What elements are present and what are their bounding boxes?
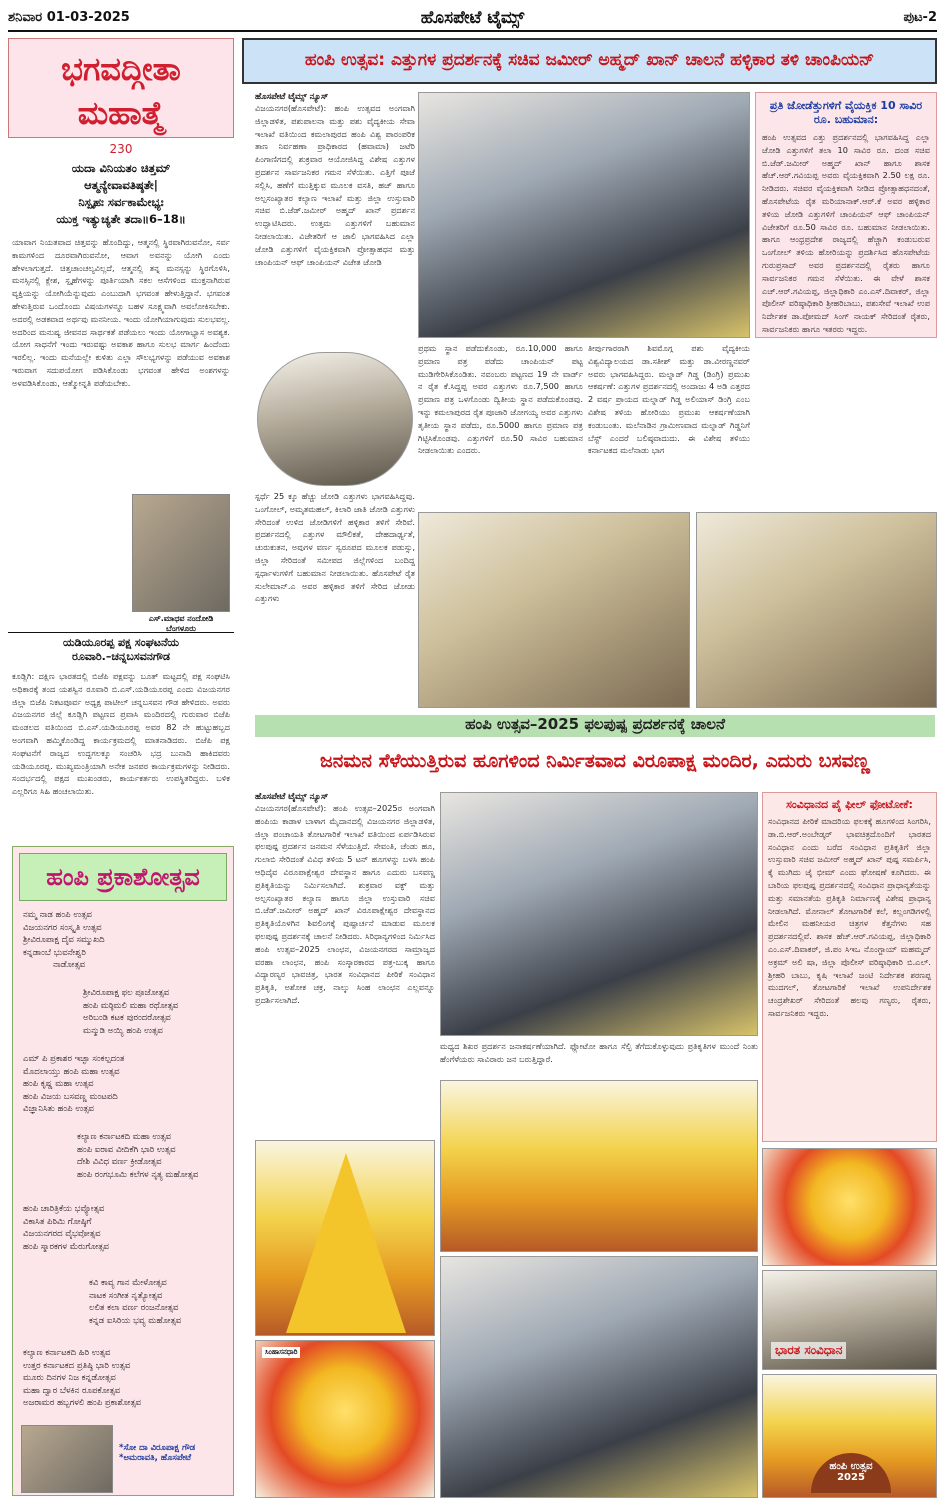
poem-line: ಹಂಪಿ ರಂಗಭೂಮಿ ಕಲೆಗಳ ನೃತ್ಯ ಮಹೋತ್ಸವ [77,1169,199,1180]
poem-line: ಮನ್ಮುಡಿ ಅಯ್ಯಿ ಹಂಪಿ ಉತ್ಸವ [83,1025,163,1036]
gita-title-1: ಭಗವದ್ಗೀತಾ [61,50,181,88]
story2-headline: ಜನಮನ ಸೆಳೆಯುತ್ತಿರುವ ಹೂಗಳಿಂದ ನಿರ್ಮಿತವಾದ ವಿರೂಪಾಕ್ಷ ಮಂದಿರ, ಎದುರು ಬಸವಣ್ಣ [320,750,870,772]
verse-line: ನಿಸ್ಪೃಹಃ ಸರ್ವಕಾಮೇಭ್ಯಃ [78,195,164,209]
verse-line: ಯದಾ ವಿನಿಯತಂ ಚಿತ್ತಮ್ [71,161,171,175]
story1-col1-text: ವಿಜಯನಗರ(ಹೊಸಪೇಟೆ): ಹಂಪಿ ಉತ್ಸವದ ಅಂಗವಾಗಿ ಜಿಲ್ಲಾಡಳಿತ, ಪಶುಪಾಲನಾ ಮತ್ತು ಪಶು ವೈದ್ಯಕೀಯ ಸೇವಾ ಇಲಾಖೆ ವತಿಯಿಂದ ಕಮಲಾಪುರದ ಹಂಪಿ ವಿಶ್ವ ಪಾರಂಪರಿಕ ತಾಣ ನಿರ್ವಹಣಾ ಪ್ರಾಧಿಕಾರದ (ಹವಾಮಾ) ಜಟೆರಿ ಪಿಂಗಾಣಿಗದಲ್ಲಿ ಶುಕ್ರವಾರ ಆಯೋಜಿಸಿದ್ದ ವಿಶೇಷ ಎತ್ತುಗಳ ಪ್ರದರ್ಶನ ಸಾರ್ವಜನಿಕರ ಗಮನ ಸೆಳೆಯಿತು. ಎತ್ತಿಗೆ ಪೂಜೆ ಸಲ್ಲಿಸಿ, ಹಣೆಗೆ ಮುತ್ತಿಕ್ಕುವ ಮೂಲಕ ವಸತಿ, ಹಜ್ ಹಾಗೂ ಅಲ್ಪಸಂಖ್ಯಾತರ ಕಲ್ಯಾಣ ಇಲಾಖೆ ಮತ್ತು ಜಿಲ್ಲಾ ಉಸ್ತುವಾರಿ ಸಚಿವ ಬಿ.ಜೆಡ್.ಜಮೀರ್ ಅಹ್ಮದ್ ಖಾನ್ ಪ್ರದರ್ಶನ ಉದ್ಘಾಟಿಸಿದರು. ಉತ್ತಮ ಎತ್ತುಗಳಿಗೆ ಬಹುಮಾನ ನೀಡಲಾಯಿತು. ವಿಜೇತರಿಗೆ ಆ ಜಾಲಿ ಭಾಗವಹಿಸಿದ ಎಲ್ಲಾ ಜೋಡಿ ಎತ್ತುಗಳಿಗೆ ವೈಯಕ್ತಿಕವಾಗಿ ಪ್ರೋತ್ಸಾಹಧನ ಮತ್ತು ಚಾಂಪಿಯನ್ ಆಫ್ ಚಾಂಪಿಯನ್ ವಿಜೇತ ಜೋಡಿ [255,103,415,267]
story2-col1-text: ವಿಜಯನಗರ(ಹೊಸಪೇಟೆ): ಹಂಪಿ ಉತ್ಸವ–2025ರ ಅಂಗವಾಗಿ ಹಂಪಿಯ ಕಾಡಾಳ ಬಾಳಾಗ ಮೈದಾನದಲ್ಲಿ ವಿಜಯನಗರ ಜಿಲ್ಲಾಡಳಿತ, ಜಿಲ್ಲಾ ಪಂಚಾಯತಿ ತೋಟಗಾರಿಕೆ ಇಲಾಖೆ ವತಿಯಿಂದ ಏರ್ಪಡಿಸಿರುವ ಫಲಪುಷ್ಪ ಪ್ರದರ್ಶನ ಜನಮನ ಸೆಳೆಯುತ್ತಿದೆ. ಸೇವಂತಿ, ಚೆಂಡು ಹೂ, ಗುಲಾಬಿ ಸೇರಿದಂತೆ ವಿವಿಧ ತಳಿಯ 5 ಟನ್ ಹೂಗಳನ್ನು ಬಳಸಿ ಹಂಪಿ ಆಧಿದೈವ ವಿರೂಪಾಕ್ಷೇಶ್ವರ ದೇವಸ್ಥಾನ ಹಾಗೂ ಎದುರು ಬಸವಣ್ಣ ಪ್ರತಿಕೃತಿಯನ್ನು ನಿರ್ಮಿಸಲಾಗಿದೆ. ಶುಕ್ರವಾರ ವಕ್ಫ್ ಮತ್ತು ಅಲ್ಪಸಂಖ್ಯಾತರ ಕಲ್ಯಾಣ ಹಾಗೂ ಜಿಲ್ಲಾ ಉಸ್ತುವಾರಿ ಸಚಿವ ಬಿ.ಜೆಡ್.ಜಮೀರ್ ಅಹ್ಮದ್ ಖಾನ್ ವಿರೂಪಾಕ್ಷೇಶ್ವರ ದೇವಸ್ಥಾನದ ಪ್ರತಿಕೃತಿಯೊಳಗಿನ ಶಿವಲಿಂಗಕ್ಕೆ ಪುಷ್ಪಾರ್ಚನೆ ಮಾಡುವ ಮೂಲಕ ಫಲಪುಷ್ಪ ಪ್ರದರ್ಶನಕ್ಕೆ ಚಾಲನೆ ನೀಡಿದರು. ಸಿರಿಧಾನ್ಯಗಳಿಂದ ನಿರ್ಮಿಸಿದ ಹಂಪಿ ಉತ್ಸವ–2025 ಲಾಂಛನ, ವಿಜಯನಗರದ ಸಾಮ್ರಾಜ್ಯದ ವರಹಾ ಲಾಂಛನ, ಹಂಪಿ ಸಂಸ್ಕಾರಕಾರದ ಪತ್ರ-ಬುಕ್ಕ ಹಾಗೂ ವಿದ್ಯಾರಣ್ಯರ ಭಾವಚಿತ್ರ, ಭಾರತ ಸಂವಿಧಾನದ ಪೀಠಿಕೆ ಸಂವಿಧಾನ ಪ್ರತಿಕೃತಿ, ಅಶೋಕ ಚಕ್ರ, ನಾಲ್ಕು ಸಿಂಹ ಲಾಂಛನ ಎಲ್ಲವನ್ನೂ ಪ್ರದರ್ಶಿಸಲಾಗಿದೆ. [255,803,435,1005]
poet-place: *ಅಮರಾವತಿ, ಹೊಸಪೇಟೆ [119,1453,192,1463]
poem-line: ಹಂಪಿ ಕೃಷ್ಣ ಮಹಾ ಉತ್ಸವ [23,1079,94,1089]
bjp-headline [8,632,234,664]
poem-stanza-6 [89,1277,229,1327]
poem-line: ಮಹಾ ದ್ವಾರ ಬೆಳಕಿನ ರೂಪಕೋತ್ಸವ [23,1385,121,1396]
flower-offering-photo [440,1256,758,1498]
poem-line: ಹಂಪಿ ಚಾರಿತ್ರಿಕೆಯ ಭವ್ಯೋತ್ಸವ [23,1204,105,1214]
story1-sidebox-text: ಹಂಪಿ ಉತ್ಸವದ ಎತ್ತು ಪ್ರದರ್ಶನದಲ್ಲಿ ಭಾಗವಹಿಸಿದ್ದ ಎಲ್ಲಾ ಜೋಡಿ ಎತ್ತುಗಳಿಗೆ ತಲಾ 10 ಸಾವಿರ ರೂ. ದಂಡ ಸಚಿವ ಬಿ.ಜೆಡ್.ಜಮೀರ್ ಅಹ್ಮದ್ ಖಾನ್ ಹಾಗೂ ಶಾಸಕ ಹೆಚ್.ಆರ್.ಗವಿಯಪ್ಪ ಅವರು ವೈಯಕ್ತಿಕವಾಗಿ 2.50 ಲಕ್ಷ ರೂ. ನೀಡಿದರು. ಸಚಿವರ ವೈಯಕ್ತಿಕವಾಗಿ ನೀಡಿದ ಪ್ರೋತ್ಸಾಹಧನದಂತೆ, ಹೊಸಪೇಟೆಯ ರೈತ ಮರಿಯಾನಾಕ್.ಆರ್.ಕೆ ಅವರ ಹಳ್ಳಿಕಾರ ತಳಿಯ ಜೋಡಿ ಎತ್ತುಗಳಿಗೆ ಚಾಂಪಿಯನ್ ಆಫ್ ಚಾಂಪಿಯನ್ ವಿಜೇತರಿಗೆ ರೂ.50 ಸಾವಿರ ರೂ. ಬಹುಮಾನ ನೀಡಲಾಯಿತು. ಹಾಗೂ ಆಂಧ್ರಪ್ರದೇಶ ರಾಜ್ಯದಲ್ಲಿ ಹೆಚ್ಚಾಗಿ ಕಂಡುಬರುವ ಒಂಗೋಲ್ ತಳಿಯ ಹೋರಿಯನ್ನು ಪ್ರದರ್ಶಿಸಿದ ಹೊಸಪೇಟೆಯ ಗುರುಪ್ರಸಾದ್ ಅವರ ಪ್ರದರ್ಶನದಲ್ಲಿ ರೈತರು ಹಾಗೂ ಸಾರ್ವಜನಿಕರ ಗಮನ ಸೆಳೆಯಿತು. ಈ ವೇಳೆ ಶಾಸಕ ಎಚ್.ಆರ್.ಗವಿಯಪ್ಪ, ಜಿಲ್ಲಾಧಿಕಾರಿ ಎಂ.ಎಸ್.ದಿವಾಕರ್, ಜಿಲ್ಲಾ ಪೊಲೀಸ್ ವರಿಷ್ಠಾಧಿಕಾರಿ ಶ್ರೀಹರಿಬಾಬು, ಪಶುಸೇವೆ ಇಲಾಖೆ ಉಪ ನಿರ್ದೇಶಕ ಡಾ.ಪೋಮದ್ ಸಿಂಗ್ ನಾಯಕ್ ಸೇರಿದಂತೆ ರೈತರು, ಸಾರ್ವಜನಿಕರು ಹಾಗೂ ಇತರರು ಇದ್ದರು. [762,132,930,334]
varaha-emblem-photo [255,1340,435,1498]
poem-line: ಮೊದಲಾಯ್ತು ಹಂಪಿ ಮಹಾ ಉತ್ಸವ [23,1066,120,1077]
story2-kicker: ಹಂಪಿ ಉತ್ಸವ–2025 ಫಲಪುಷ್ಪ ಪ್ರದರ್ಶನಕ್ಕೆ ಚಾಲನೆ [255,715,935,737]
floral-sign: ಭಾರತ ಸಂವಿಧಾನ [771,1342,846,1359]
bull-owners-photo [418,512,690,708]
poem-line: ಕಲ್ಯಾಣ ಕರ್ನಾಟಕದಿ ಮಹಾ ಉತ್ಸವ [77,1132,172,1142]
poem-line: ಹಂಪಿ ವಿಜಯ ಬಸವಣ್ಣ ಮಂಟಪದಿ [23,1091,118,1102]
poem-line: ನಾಡೋತ್ಸವ [53,960,86,970]
poem-line: ವಿಜ್ಞಾನಿಸಿತು ಹಂಪಿ ಉತ್ಸವ [23,1104,94,1114]
poem-line: ಶ್ರೀವಿರೂಪಾಕ್ಷ ಫಲ ಪೂಜೋತ್ಸವ [83,988,170,998]
poet-name: *ಸೋ ದಾ ವಿರೂಪಾಕ್ಷ ಗೌಡ [119,1443,196,1453]
poem-line: ಕನ್ನಡಾಂಬೆ ಭುವನೇಶ್ವರಿ [23,947,86,958]
verse-line: ಯುಕ್ತ ಇತ್ಯುಚ್ಯತೇ ತದಾ॥6–18॥ [56,212,186,226]
poem-line: ಉತ್ತರ ಕರ್ನಾಟಕದ ಪ್ರತಿಷ್ಠಿ ಭಾರಿ ಉತ್ಸವ [23,1360,131,1371]
hampi-poem-title: ಹಂಪಿ ಪ್ರಕಾಶೋತ್ಸವ [19,853,227,901]
story1-headline: ಹಂಪಿ ಉತ್ಸವ: ಎತ್ತುಗಳ ಪ್ರದರ್ಶನಕ್ಕೆ ಸಚಿವ ಜಮೀರ್ ಅಹ್ಮದ್ ಖಾನ್ ಚಾಲನೆ ಹಳ್ಳಿಕಾರ ತಳಿ ಚಾಂಪಿಯನ್ [242,38,937,84]
poem-stanza-5 [23,1203,229,1253]
poem-line: ವಿಜಯನಗರ ಸಂಸ್ಕೃತಿ ಉತ್ಸವ [23,922,102,933]
poem-stanza-7 [23,1347,229,1410]
decorated-bulls-photo [696,512,937,708]
story1-byline: ಹೊಸಪೇಟೆ ಟೈಮ್ಸ್ ನ್ಯೂಸ್ [255,92,329,102]
gita-title-box [8,38,234,138]
page-number: ಪುಟ-2 [903,10,937,25]
issue-date: ಶನಿವಾರ 01-03-2025 [8,10,130,25]
poem-line: ಕಲ್ಯಾಣ ಕರ್ನಾಟಕದಿ ಹಿರಿ ಉತ್ಸವ [23,1348,111,1358]
bull-garland-photo [257,352,413,486]
story1-sidebox [755,92,937,338]
story1-extra-text [757,346,937,508]
story2-sidebox [762,792,937,1142]
gita-verse-number: 230 [109,142,133,156]
poem-line: ನಾಟಕ ಸಂಗೀತ ನೃತ್ಯೋತ್ಸವ [89,1290,163,1301]
millet-logo-photo [762,1374,937,1498]
story2-sidebox-text: ಸಂವಿಧಾನದ ಪೀಠಿಕೆ ಮಾದರಿಯ ಫಲಕಕ್ಕೆ ಹೂಗಳಿಂದ ಸಿಂಗರಿಸಿ, ಡಾ.ಬಿ.ಆರ್.ಅಂಬೇಡ್ಕರ್ ಭಾವಚಿತ್ರದೊಂದಿಗೆ ಭಾರತದ ಸಂವಿಧಾನ ಎಂದು ಬರೆದ ಸಂವಿಧಾನ ಪ್ರತಿಕೃತಿಗೆ ಜಿಲ್ಲಾ ಉಸ್ತುವಾರಿ ಸಚಿವ ಜಮೀರ್ ಅಹ್ಮದ್ ಖಾನ್ ಪುಷ್ಪ ಸಮರ್ಪಿಸಿ, ಕೈ ಮುಗಿದು ಜೈ ಭೀಮ್ ಎಂದು ಘೋಷಣೆ ಕೂಗಿದರು. ಈ ಬಾರಿಯ ಫಲಪುಷ್ಪ ಪ್ರದರ್ಶನದಲ್ಲಿ ಸಂವಿಧಾನ ಪ್ರಾಧಾನ್ಯತೆಯನ್ನು ಮತ್ತು ಸಮಾನತೆಯ ಪ್ರತಿಕೃತಿ ನಿರ್ಮಾಣಕ್ಕೆ ವಿಶೇಷ ಪ್ರಾಧಾನ್ಯ ನೀಡಲಾಗಿದೆ. ಮೋನಾಲ್ ತೋಟಗಾರಿಕೆ ಕಲೆ, ಕಲ್ಲಂಗಡಿಗಳಲ್ಲಿ ಮೇಲಿನ ಮಹನೀಯರ ಚಿತ್ರಗಳ ಕೆತ್ತನೆಗಳು ಸಹ ಪ್ರದರ್ಶನದಲ್ಲಿವೆ. ಶಾಸಕ ಹೆಚ್.ಆರ್.ಗವಿಯಪ್ಪ, ಜಿಲ್ಲಾಧಿಕಾರಿ ಎಂ.ಎಸ್.ದಿವಾಕರ್, ಜಿ.ಪಂ ಸಿಇಒ ನೊಂಗ್ಜಾಯ್ ಮಹಮ್ಮದ್ ಅಕ್ರಮ್ ಅಲಿ ಷಾ, ಜಿಲ್ಲಾ ಪೊಲೀಸ್ ವರಿಷ್ಠಾಧಿಕಾರಿ ಬಿ.ಎಲ್. ಶ್ರೀಹರಿ ಬಾಬು, ಕೃಷಿ ಇಲಾಖೆ ಜಂಟಿ ನಿರ್ದೇಶಕ ಶರಣಪ್ಪ ಮುದಗಲ್, ತೋಟಗಾರಿಕೆ ಇಲಾಖೆ ಉಪನಿರ್ದೇಶಕ ಚಂದ್ರಶೇಖರ್ ಸೇರಿದಂತೆ ಹಲವು ಗಣ್ಯರು, ರೈತರು, ಸಾರ್ವಜನಿಕರು ಇದ್ದರು. [768,816,931,1018]
story2-sidebox-title: ಸಂವಿಧಾನದ ಪೈ ಫೀಲ್ ಫೋಟೋಕೆ: [786,798,913,811]
poem-line: ನಮ್ಮ ನಾಡ ಹಂಪಿ ಉತ್ಸವ [23,910,92,920]
poem-line: ವಿಜಯನಗರದ ವೈಭವೋತ್ಸವ [23,1229,101,1239]
poem-line: ಲಲಿತ ಕಲಾ ವರ್ಣ ರಂಜನೋತ್ಸವ [89,1303,179,1313]
author-photo [132,494,230,612]
ribbon-cutting-photo [440,792,758,1036]
gita-title-2: ಮಹಾತ್ಮೆ [77,94,165,132]
poem-stanza-1 [23,909,229,972]
temple-tower-shape [286,1153,406,1333]
poem-line: ದೇಶಿ ವಿವಿಧ ವರ್ಣ ಕ್ರೀಡೋತ್ಸವ [77,1157,162,1167]
poem-line: ಅಜರಾಮರ ಹಬ್ಬಗಳಲಿ ಹಂಪಿ ಪ್ರಕಾಶೋತ್ಸವ [23,1398,142,1408]
story2-col2: ಮಧ್ಯದ ಶಿಖರ ಪ್ರದರ್ಶನ ಜನಾಕರ್ಷಣೆಯಾಗಿದೆ. ಫ್ಲೋಟೋ ಹಾಗೂ ಸೆಲ್ಫಿ ತೆಗೆದುಕೊಳ್ಳುವುದು ಪ್ರತಿಕೃತಿಗಳ ಮುಂದೆ ನಿಂತು ಹೆಂಗೆಳೆಯರು ಸಾವಿರಾರು ಜನ ಬರುತ್ತಿದ್ದಾರೆ. [440,1041,758,1064]
poem-stanza-4 [77,1131,229,1181]
poem-stanza-3 [23,1053,229,1116]
poet-photo [21,1425,113,1493]
poem-line: ಹಂಪಿ ಐರಾವ ವೀದಿಕೆಗಿ ಭಾರಿ ಉತ್ಸವ [77,1144,176,1155]
poem-line: ಎಮ್ ಪಿ ಪ್ರಕಾಶರ ಇಚ್ಛಾ ಸಂಕಲ್ಪದಂತ [23,1054,125,1064]
minister-inauguration-photo [418,92,750,338]
story1-col3: ತೀರ್ಪುಗಾರರಾಗಿ ಶಿವಮೊಗ್ಗ ಪಶು ವೈದ್ಯಕೀಯ ವಿಶ್ವವಿದ್ಯಾಲಯದ ಡಾ.ಸತೀಶ್ ಮತ್ತು ಡಾ.ವೀರಣ್ಣನವರ್ ಅವರು ಭಾಗವಹಿಸಿದ್ದರು. ಮಲ್ನಾಡ್ ಗಿಡ್ಡ (ಡಿಂಗ್ರಿ) ಪ್ರಮುಖ ಆಕರ್ಷಣೆ: ಎತ್ತುಗಳ ಪ್ರದರ್ಶನದಲ್ಲಿ ಅಂದಾಜು 4 ಅಡಿ ಎತ್ತರದ 2 ವರ್ಷ ಪ್ರಾಯದ ಮಲ್ನಾಡ್ ಗಿಡ್ಡ ಅಲಿಯಾಸ್ ಡಿಂಗ್ರಿ ಎಂಬ ವಿಶೇಷ ತಳಿಯ ಹೋರಿಯು ಪ್ರಮುಖ ಆಕರ್ಷಣೆಯಾಗಿ ಕಂಡುಬಂತು. ಮಲೆನಾಡಿನ ಗ್ರಾಮೀಣವಾದ ಮಲ್ನಾಡ್ ಗಿಡ್ಡನಿಗೆ ಬೆಸ್ಟ್ ಎಂದರೆ ಬಲಿಷ್ಠವಾದುದು. ಈ ವಿಶೇಷ ತಳಿಯು ಕರ್ನಾಟಕದ ಮಲೆನಾಡು ಭಾಗ [588,343,750,456]
constitution-floral-photo [762,1270,937,1370]
masthead: ಹೊಸಪೇಟೆ ಟೈಮ್ಸ್ [420,8,525,28]
poem-line: ಅರಿಬಂಡಿ ಕಟಕ ಪುರಂದರೋತ್ಸವ [83,1013,171,1023]
bjp-body: ಕೂಡ್ಲಿಗಿ: ದಕ್ಷಿಣ ಭಾರತದಲ್ಲಿ ಬಿಜೆಪಿ ಪಕ್ಷವನ್ನು ಬೂತ್ ಮಟ್ಟದಲ್ಲಿ ಪಕ್ಷ ಸಂಘಟಿಸಿ ಅಧಿಕಾರಕ್ಕೆ ತಂದ ಯಶಸ್ವಿನ ರೂವಾರಿ ಬಿ.ಎಸ್.ಯಡಿಯೂರಪ್ಪ ಎಂದು ವಿಜಯನಗರ ಜಿಲ್ಲಾ ಬಿಜೆಪಿ ನಿಕಟಪೂರ್ವ ಅಧ್ಯಕ್ಷ ಪಾಟೀಲ್ ಚನ್ನಬಸವನ ಗೌಡ ಹೇಳಿದರು. ಅವರು ವಿಜಯನಗರ ಜಿಲ್ಲೆ ಕೂಡ್ಲಿಗಿ ಪಟ್ಟಣದ ಪ್ರವಾಸಿ ಮಂದಿರದಲ್ಲಿ ಗುರುವಾರ ಬಿಜೆಪಿ ಮಂಡಲದ ವತಿಯಿಂದ ಬಿ.ಎಸ್.ಯಡಿಯೂರಪ್ಪ ಅವರ 82 ನೇ ಹುಟ್ಟುಹಬ್ಬದ ಅಂಗವಾಗಿ ಹಮ್ಮಿಕೊಂಡಿದ್ದ ಕಾರ್ಯಕ್ರಮದಲ್ಲಿ ಮಾತನಾಡಿದರು. ಬಿಜೆಪಿ ಪಕ್ಷ ಸಂಘಟನೆಗೆ ರಾಜ್ಯದ ಉದ್ದಗಲಕ್ಕೂ ಸಂಚರಿಸಿ ಭದ್ರ ಬುನಾದಿ ಹಾಕಿದವರು ಯಡಿಯೂರಪ್ಪ. ಮುಖ್ಯಮಂತ್ರಿಯಾಗಿ ಅನೇಕ ಜನಪರ ಕಾರ್ಯಕ್ರಮಗಳನ್ನು ನೀಡಿದರು. ಸಂದರ್ಭದಲ್ಲಿ ಪಕ್ಷದ ಮುಖಂಡರು, ಕಾರ್ಯಕರ್ತರು ಉಪಸ್ಥಿತರಿದ್ದರು. ಬಳಿಕ ಎಲ್ಲರಿಗೂ ಸಿಹಿ ಹಂಚಲಾಯಿತು. [12,671,230,797]
gita-verse [8,160,234,228]
shivalinga-offering-photo [440,1080,758,1252]
story1-col2: ಪ್ರಥಮ ಸ್ಥಾನ ಪಡೆದುಕೊಂಡು, ರೂ.10,000 ಹಾಗೂ ಪ್ರಮಾಣ ಪತ್ರ ಪಡೆದು ಚಾಂಪಿಯನ್ ಪಟ್ಟ ಮುಡಿಗೇರಿಸಿಕೊಂಡಿತು. ನವಂಬರು ಪಟ್ಟಣದ 19 ನೇ ವಾರ್ಡ್ ನ ರೈತ ಕೆ.ಸಿದ್ದಪ್ಪ ಅವರ ಎತ್ತುಗಳು ರೂ.7,500 ಹಾಗೂ ಪ್ರಮಾಣ ಪತ್ರ ಒಳಗೊಂಡು ದ್ವಿತೀಯ ಸ್ಥಾನ ಪಡೆದುಕೊಂಡವು. ಇನ್ನು ಕಮಲಾಪುರದ ರೈತ ಪೂಜಾರಿ ಜೋಗಯ್ಯ ಅವರ ಎತ್ತುಗಳು ತೃತೀಯ ಸ್ಥಾನ ಪಡೆದು, ರೂ.5000 ಹಾಗೂ ಪ್ರಮಾಣ ಪತ್ರ ಗಿಟ್ಟಿಸಿಕೊಂಡವು. ಎತ್ತುಗಳಿಗೆ ರೂ.50 ಸಾವಿರ ಬಹುಮಾನ ನೀಡಲಾಯಿತು ಎಂದರು. [418,343,583,456]
logo-year: 2025 [837,1472,865,1483]
verse-line: ಆತ್ಮನ್ಯೇವಾವತಿಷ್ಠತೇ| [84,178,158,192]
story1-col1 [255,92,415,360]
story2-byline: ಹೊಸಪೇಟೆ ಟೈಮ್ಸ್ ನ್ಯೂಸ್ [255,792,329,802]
story1-sidebox-title: ಪ್ರತಿ ಜೋಡೆತ್ತುಗಳಿಗೆ ವೈಯಕ್ತಿಕ 10 ಸಾವಿರ ರೂ. ಬಹುಮಾನ: [769,99,923,126]
story1-col4: ಸ್ಪರ್ಧೆ 25 ಕ್ಕೂ ಹೆಚ್ಚು ಜೋಡಿ ಎತ್ತುಗಳು ಭಾಗವಹಿಸಿದ್ದವು. ಒಂಗೋಲ್, ಅಮೃತಮಹಲ್, ಕಿಲಾರಿ ಜಾತಿ ಜೋಡಿ ಎತ್ತುಗಳು ಸೇರಿದಂತೆ ಉಳಿದ ಜೋಡಿಗಳಿಗೆ ಹಳ್ಳಿಕಾರ ತಳಿಗೆ ಸೇರಿವೆ. ಪ್ರದರ್ಶನದಲ್ಲಿ ಎತ್ತುಗಳ ಮೌಲಿಕತೆ, ದೇಹದಾರ್ಢ್ಯತೆ, ಚುರುಕುತನ, ಅವುಗಳ ವರ್ಣ ಸ್ವರೂಪದ ಮೂಲಕ ಪಡುಸ್ಸು, ಜಿಲ್ಲಾ ಸೇರಿದಂತೆ ಸಮೀಪದ ಜಿಲ್ಲೆಗಳಿಂದ ಬಂದಿದ್ದ ಸ್ಪರ್ಧಾಳುಗಳಿಗೆ ಬಹುಮಾನ ನೀಡಲಾಯಿತು. ಹೊಸಪೇಟೆ ರೈತ ಸುಲೇಮಾನ್.ಎ ಅವರ ಹಳ್ಳಿಕಾರ ತಳಿಗೆ ಸೇರಿದ ಜೋಡು ಎತ್ತುಗಳು [255,491,415,604]
flower-temple-tower-photo [255,1140,435,1336]
emblem-caption: ಸಿಂಹಾಸನಧಾರಿ [262,1347,300,1358]
poem-line: ಶ್ರೀವಿರೂಪಾಕ್ಷ ದೈವ ಸಮ್ಮುಖದಿ [23,935,105,945]
poem-line: ಹಂಪಿ ಸ್ಮಾರಕಗಳ ಮೆರುಗೋತ್ಸವ [23,1241,109,1252]
poem-line: ವಿಕಾಸಿತ ಪಿಠಿಮಿ ಗೋಷ್ಠಿಗೆ [23,1216,92,1227]
poet-caption [119,1443,231,1463]
poem-line: ಕವಿ ಕಾವ್ಯ ಗಾನ ಮೇಳೋತ್ಸವ [89,1278,167,1288]
poem-stanza-2 [83,987,229,1037]
gita-body: ಯಾವಾಗ ನಿಯತವಾದ ಚಿತ್ತವನ್ನು ಹೊಂದಿದ್ದು, ಆತ್ಮನಲ್ಲಿ ಸ್ಥಿರವಾಗಿರುವನೋ, ಸರ್ವ ಕಾಮಗಳಿಂದ ದೂರವಾಗಿರುವನೋ, ಆವಾಗ ಅವನನ್ನು ಯೋಗಿ ಎಂದು ಹೇಳಲಾಗುತ್ತದೆ. ಚಿತ್ತಚಾಂಚಲ್ಯವಿಲ್ಲದೆ, ಆತ್ಮನಲ್ಲಿ ತನ್ನ ಮನಸ್ಸನ್ನು ಸ್ಥಿರಗೊಳಿಸಿ, ಮನಸ್ಸಿನಲ್ಲಿ ಕ್ಲೇಶ, ಸ್ಪೃಹೆಗಳನ್ನು ಪೂರ್ತಿಯಾಗಿ ಸಕಲ ಆಸೆಗಳಿಂದ ಮುಕ್ತನಾಗಿರುವ ವ್ಯಕ್ತಿಯನ್ನು ಯೋಗಿಯೆನ್ನುವುದು ಎಂಬುದಾಗಿ ಭಗವಂತ ಹೇಳುತ್ತಿದ್ದಾನೆ. ಭಗವಂತ ಹೇಳುತ್ತಿರುವ ಒಂದೊಂದು ವಿಷಯಗಳನ್ನೂ ಬಹಳ ಸೂಕ್ಷ್ಮವಾಗಿ ಅವಲೋಕಿಸಬೇಕು. ಅದರಲ್ಲಿ ಅಡಕವಾದ ಅರ್ಥವು ಮನನೀಯ. ಇಂದು ಯೋಗಿಯಾಗುವುದು ಸುಲಭವಲ್ಲ. ಅದರಿಂದ ಮನುಷ್ಯ ಜೀವನದ ಸಾರ್ಥಕತೆ ಪಡೆಯಲು ಇಂದು ಯೋಗಾಭ್ಯಾಸ ಅವಶ್ಯಕ. ಯೋಗ ಸಾಧನೆಗೆ ಇಂದು ಇರುವಷ್ಟು ಅವಕಾಶ ಹಾಗೂ ಸುಲಭ ಮಾರ್ಗ ಹಿಂದೆಂದು ಇರಲಿಲ್ಲ. ಇಂದು ಮನೆಯಲ್ಲೇ ಕುಳಿತು ಎಲ್ಲಾ ಸೌಲಭ್ಯಗಳನ್ನು ಪಡೆಯುವ ಅವಕಾಶ ಇರುವಾಗ ಸದುಪಯೋಗ ಪಡಿಸಿಕೊಂಡು ಭಗವಂತ ಹೇಳಿದ ಅಂಶಗಳನ್ನು ಅಳವಡಿಸಿಕೊಂಡು, ಆತ್ಮೋನ್ನತಿ ಪಡೆಯಬೇಕು. [12,237,230,388]
page-header [8,8,937,32]
left-column [8,38,234,1496]
author-place: ಬೆಂಗಳೂರು [166,624,196,633]
author-name: ಎಸ್.ಮಾಧವ ನಂದೋಡಿ [148,614,214,623]
poem-line: ಹಂಪಿ ಮಠ್ಠಿಮಲಿ ಮಹಾ ರಥೋತ್ಸವ [83,1000,179,1011]
hampi-poem-box [12,846,234,1496]
story2-col1 [255,792,435,1144]
logo-text: ಹಂಪಿ ಉತ್ಸವ [829,1461,873,1472]
poem-line: ಮೂರು ದಿನಗಳ ನಿಜ ಕನ್ನಡೋತ್ಸವ [23,1373,116,1383]
bjp-headline-2: ರೂವಾರಿ.–ಚನ್ನಬಸವನಗೌಡ [72,650,170,663]
poem-line: ಕನ್ನಡ ಐಸಿರಿಯ ಭವ್ಯ ಮಹೋತ್ಸವ [89,1315,182,1326]
hampi-logo [811,1453,891,1493]
author-caption [128,614,234,634]
floral-bull-cart-photo [762,1148,937,1266]
bjp-headline-1: ಯಡಿಯೂರಪ್ಪ ಪಕ್ಷ ಸಂಘಟನೆಯ [62,636,180,649]
